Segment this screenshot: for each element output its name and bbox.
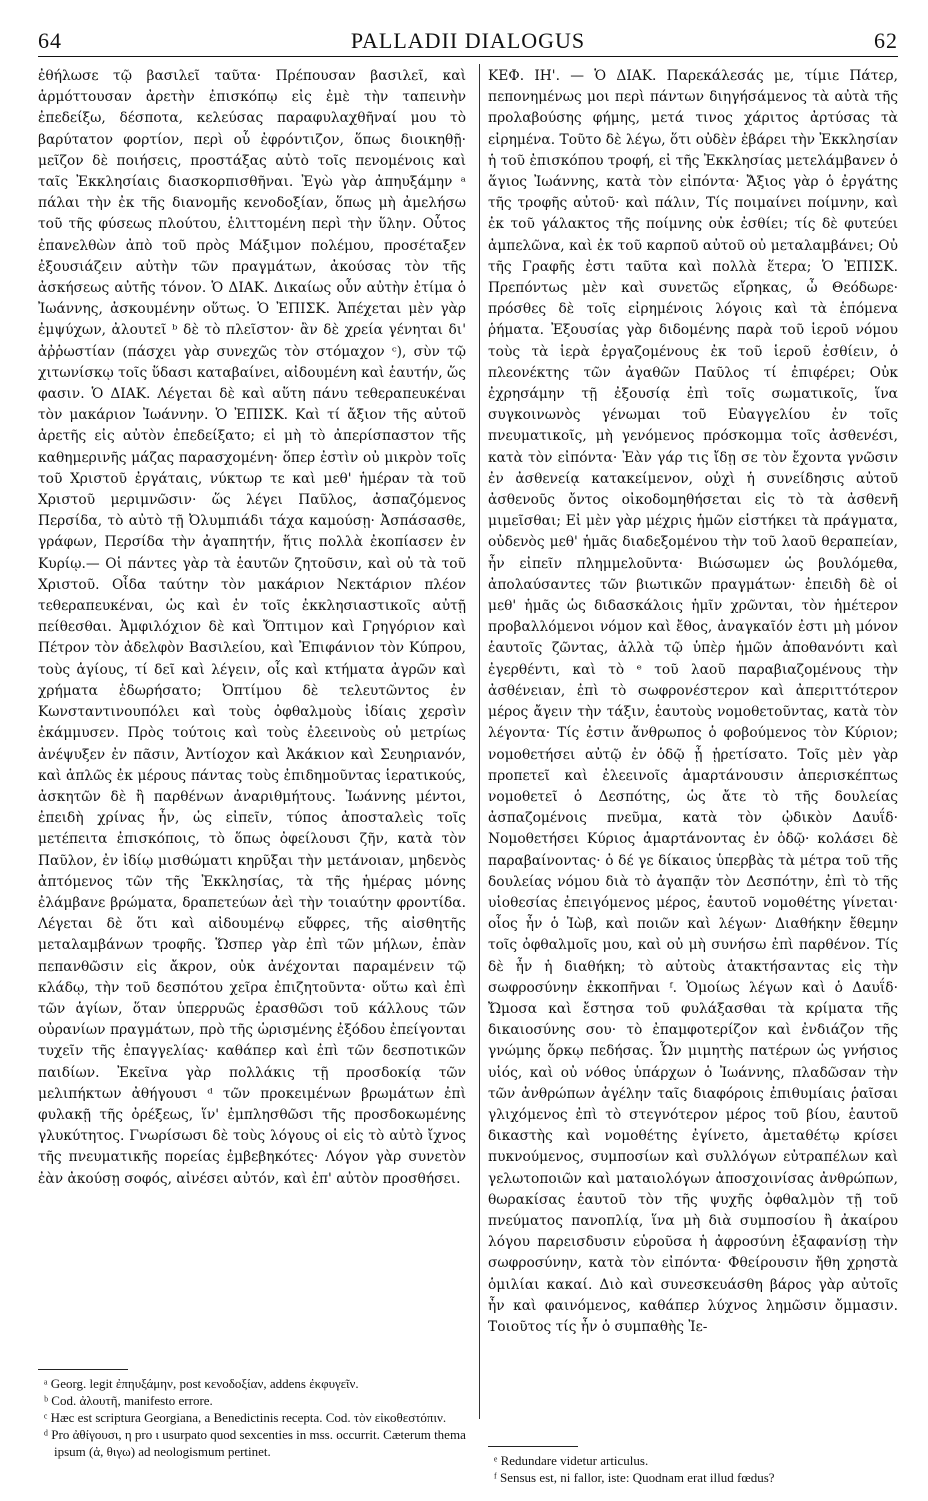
- left-column-text: ἐθήλωσε τῷ βασιλεῖ ταῦτα· Πρέπουσαν βασιλεῖ, καὶ ἁρμόττουσαν ἀρετὴν ἐπισκόπῳ εἰς ἐμὲ τὴν ταπεινὴν ἐπεδείξω, δέσποτα, κελεύσας παραφυλαχθῆναί μου τὸ βαρύτατον φορτίον, περὶ οὗ ἐφρόντιζον, ὅπως διοικηθῇ· μεῖζον δὲ ποιήσεις, προστάξας αὐτὸ τοῖς πενομένοις καὶ ταῖς Ἐκκλησίαις διασκορπισθῆναι. Ἐγὼ γὰρ ἀπηυξάμην ᵃ πάλαι τὴν ἐκ τῆς διανομῆς κενοδοξίαν, ὅπως μὴ ἀμελήσω τοῦ τῆς φύσεως πλούτου, ἑλιττομένη περὶ τὴν ὕλην. Οὗτος ἐπανελθὼν ἀπὸ τοῦ πρὸς Μάξιμον πολέμου, προσέταξεν ἐξουσιάζειν αὐτὴν τῶν πραγμάτων, ἀκούσας τὸν τῆς ἀσκήσεως αὐτῆς τόνον. Ὁ ΔΙΑΚ. Δικαίως οὖν αὐτὴν ἐτίμα ὁ Ἰωάννης, ἀσκουμένην οὕτως. Ὁ ἘΠΙΣΚ. Ἀπέχεται μὲν γὰρ ἐμψύχων, ἀλουτεῖ ᵇ δὲ τὸ πλεῖστον· ἂν δὲ χρεία γένηται δι' ἀῤῥωστίαν (πάσχει γὰρ συνεχῶς τὸν στόμαχον ᶜ), σὺν τῷ χιτωνίσκῳ τοῖς ὕδασι καταβαίνει, αἰδουμένη καὶ ἑαυτήν, ὥς φασιν. Ὁ ΔΙΑΚ. Λέγεται δὲ καὶ αὕτη πάνυ τεθεραπευκέναι τὸν μακάριον Ἰωάννην. Ὁ ἘΠΙΣΚ. Καὶ τί ἄξιον τῆς αὐτοῦ ἀρετῆς εἰς αὐτὸν ἐπεδείξατο; εἰ μὴ τὸ ἀπερίσπαστον τῆς καθημερινῆς μάζας παρασχομένη· ὅπερ ἐστὶν οὐ μικρὸν τοῖς τοῦ Χριστοῦ ἐργάταις, νύκτωρ τε καὶ μεθ' ἡμέραν τὰ τοῦ Χριστοῦ μεριμνῶσιν· ὥς λέγει Παῦλος, ἀσπαζόμενος Περσίδα, τὸ αὐτὸ τῇ Ὀλυμπιάδι τάχα καμούσῃ· Ἀσπάσασθε, γράφων, Περσίδα τὴν ἀγαπητήν, ἥτις πολλὰ ἐκοπίασεν ἐν Κυρίῳ.— Οἱ πάντες γὰρ τὰ ἑαυτῶν ζητοῦσιν, καὶ οὐ τὰ τοῦ Χριστοῦ. Οἶδα ταύτην τὸν μακάριον Νεκτάριον πλέον τεθεραπευκέναι, ὡς καὶ ἐν τοῖς ἐκκλησιαστικοῖς αὐτῇ πείθεσθαι. Ἀμφιλόχιον δὲ καὶ Ὄπτιμον καὶ Γρηγόριον καὶ Πέτρον τὸν ἀδελφὸν Βασιλείου, καὶ Ἐπιφάνιον τὸν Κύπρου, τοὺς ἁγίους, τί δεῖ καὶ λέγειν, οἷς καὶ κτήματα ἀγρῶν καὶ χρήματα ἐδωρήσατο; Ὀπτίμου δὲ τελευτῶντος ἐν Κωνσταντινουπόλει καὶ τοὺς ὀφθαλμοὺς ἰδίαις χερσὶν ἐκάμμυσεν. Πρὸς τούτοις καὶ τοὺς ἐλεεινοὺς οὐ μετρίως ἀνέψυξεν ἐν πᾶσιν, Ἀντίοχον καὶ Ἀκάκιον καὶ Σευηριανόν, καὶ ἁπλῶς ἐκ μέρους πάντας τοὺς ἐπιδημοῦντας ἱερατικούς, ἀσκητῶν δὲ ἢ παρθένων ἀναριθμήτους. Ἰωάννης μέντοι, ἐπειδὴ χρίνας ἦν, ὡς εἰπεῖν, τύπος ἀποσταλεὶς τοῖς μετέπειτα ἐπισκόποις, τὸ ὅπως ὀφείλουσι ζῆν, κατὰ τὸν Παῦλον, ἐν ἰδίῳ μισθώματι κηρῦξαι τὴν μετάνοιαν, μηδενὸς ἀπτόμενος τῶν τῆς Ἐκκλησίας, τὰ τῆς ἡμέρας μόνης ἐλάμβανε βρώματα, δραπετεύων ἀεὶ τὴν τοιαύτην φροντίδα. Λέγεται δὲ ὅτι καὶ αἰδουμένῳ εὔφρες, τῆς αἰσθητῆς μεταλαμβάνων τροφῆς. Ὥσπερ γὰρ ἐπὶ τῶν μήλων, ἐπὰν πεπανθῶσιν εἰς ἄκρον, οὐκ ἀνέχονται παραμένειν τῷ κλάδῳ, τὴν τοῦ δεσπότου χεῖρα ἐπιζητοῦντα· οὕτω καὶ ἐπὶ τῶν ἁγίων, ὅταν ὑπερρυῶς ἐρασθῶσι τοῦ κάλλους τῶν οὐρανίων πραγμάτων, πρὸ τῆς ὡρισμένης ἐξόδου ἐπείγονται τυχεῖν τῆς ἐπαγγελίας· καθάπερ καὶ ἐπὶ τῶν δεσποτικῶν παιδίων. Ἐκεῖνα γὰρ πολλάκις τῇ προσδοκίᾳ τῶν μελιπήκτων ἀθήγουσι ᵈ τῶν προκειμένων βρωμάτων ἐπὶ φυλακῇ τῆς ὀρέξεως, ἵν' ἐμπλησθῶσι τῆς προσδοκωμένης γλυκύτητος. Γνωρίσωσι δὲ τοὺς λόγους οἱ εἰς τὸ αὐτὸ ἴχνος τῆς πνευματικῆς πορείας ἐμβεβηκότες· Λόγον γὰρ συνετὸν ἐὰν ἀκούσῃ σοφός, αἰνέσει αὐτόν, καὶ ἐπ' αὐτὸν προσθήσει.: [38, 68, 466, 1187]
- footnotes-right: [488, 1452, 898, 1486]
- page-number-left: 64: [38, 28, 62, 53]
- footnote-b: ᵇ Cod. ἀλουτῆ, manifesto errore.: [44, 1393, 213, 1408]
- footnote-rule-right: [488, 1446, 578, 1447]
- footnotes-left: [38, 1375, 466, 1460]
- footnote-a: ᵃ Georg. legit ἐπηυξάμην, post κενοδοξίαν, addens ἐκφυγεῖν.: [44, 1376, 359, 1391]
- footnote-rule-left: [38, 1369, 128, 1370]
- footnote-e: ᵉ Redundare videtur articulus.: [494, 1453, 649, 1468]
- running-title: PALLADII DIALOGUS: [350, 28, 586, 53]
- right-column: [488, 66, 898, 1338]
- page-number-right: 62: [874, 28, 898, 53]
- left-column: [38, 66, 466, 1190]
- right-column-text: ΚΕΦ. ΙΗ'. — Ὁ ΔΙΑΚ. Παρεκάλεσάς με, τίμιε Πάτερ, πεπονημένως μοι περὶ πάντων διηγήσάμενος τὰ αὐτὰ τῆς προλαβούσης φήμης, μετά τινος χάριτος ἀρτύσας τὰ εἰρημένα. Τοῦτο δὲ λέγω, ὅτι οὐδὲν ἐβάρει τὴν Ἐκκλησίαν ἡ τοῦ ἐπισκόπου τροφή, εἰ τῆς Ἐκκλησίας μετελάμβανεν ὁ ἅγιος Ἰωάννης, κατὰ τὸν εἰπόντα· Ἄξιος γὰρ ὁ ἐργάτης τῆς τροφῆς αὐτοῦ· καὶ πάλιν, Τίς ποιμαίνει ποίμνην, καὶ ἐκ τοῦ γάλακτος τῆς ποίμνης οὐκ ἐσθίει; τίς δὲ φυτεύει ἀμπελῶνα, καὶ ἐκ τοῦ καρποῦ αὐτοῦ οὐ μεταλαμβάνει; Οὐ τῆς Γραφῆς ἐστι ταῦτα καὶ πολλὰ ἕτερα; Ὁ ἘΠΙΣΚ. Πρεπόντως μὲν καὶ συνετῶς εἴρηκας, ὦ Θεόδωρε· πρόσθες δὲ τοῖς εἰρημένοις λόγοις καὶ τὰ ἑπόμενα ῥήματα. Ἐξουσίας γὰρ διδομένης παρὰ τοῦ ἱεροῦ νόμου τοὺς τὰ ἱερὰ ἐργαζομένους ἐκ τοῦ ἱεροῦ ἐσθίειν, ὁ πλεονέκτης τῶν ἀγαθῶν Παῦλος τί ἐπιφέρει; Οὐκ ἐχρησάμην τῇ ἐξουσίᾳ ἐπὶ τοῖς σωματικοῖς, ἵνα συγκοινωνὸς γένωμαι τοῦ Εὐαγγελίου ἐν τοῖς πνευματικοῖς, μὴ γενόμενος πρόσκομμα τοῖς ἀσθενέσι, κατὰ τὸν εἰπόντα· Ἐὰν γάρ τις ἴδῃ σε τὸν ἔχοντα γνῶσιν ἐν ἀσθενείᾳ κατακείμενον, οὐχὶ ἡ συνείδησις αὐτοῦ ἀσθενοῦς ὄντος οἰκοδομηθήσεται εἰς τὸ τὰ ἀσθενῆ μιμεῖσθαι; Εἰ μὲν γὰρ μέχρις ἡμῶν εἱστήκει τὰ πράγματα, οὐδενὸς μεθ' ἡμᾶς διαδεξομένου τὴν τοῦ λαοῦ θεραπείαν, ἦν εἰπεῖν πλημμελοῦντα· Βιώσωμεν ὡς βουλόμεθα, ἀπολαύσαντες τῶν βιωτικῶν πραγμάτων· ἐπειδὴ δὲ οἱ μεθ' ἡμᾶς ὡς διδασκάλοις ἡμῖν χρῶνται, τὸν ἡμέτερον προβαλλόμενοι νόμον καὶ ἔθος, ἀναγκαῖόν ἐστι μὴ μόνον ἑαυτοῖς ζῶντας, ἀλλὰ τῷ ὑπὲρ ἡμῶν ἀποθανόντι καὶ ἐγερθέντι, καὶ τὸ ᵉ τοῦ λαοῦ παραβιαζομένους τὴν ἀσθένειαν, ἐπὶ τὸ σωφρονέστερον καὶ ἀπεριττότερον μέρος ἄγειν τὴν τάξιν, ἑαυτοὺς νομοθετοῦντας, κατὰ τὸν λέγοντα· Τίς ἐστιν ἄνθρωπος ὁ φοβούμενος τὸν Κύριον; νομοθετήσει αὐτῷ ἐν ὁδῷ ᾗ ᾑρετίσατο. Τοῖς μὲν γὰρ προπετεῖ καὶ ἐλεεινοῖς ἁμαρτάνουσιν ἀπερισκέπτως νομοθετεῖ ὁ Δεσπότης, ὡς ἄτε τὸ τῆς δουλείας ἀσπαζομένοις πνεῦμα, κατὰ τὸν ᾠδικὸν Δαυΐδ· Νομοθετήσει Κύριος ἁμαρτάνοντας ἐν ὁδῷ· κολάσει δὲ παραβαίνοντας· ὁ δέ γε δίκαιος ὑπερβὰς τὰ μέτρα τοῦ τῆς δουλείας νόμου διὰ τὸ ἀγαπᾷν τὸν Δεσπότην, ἐπὶ τὸ τῆς υἱοθεσίας ἐπειγόμενος μέρος, ἑαυτοῦ νομοθέτης γίνεται· οἷος ἦν ὁ Ἰὼβ, καὶ ποιῶν καὶ λέγων· Διαθήκην ἔθεμην τοῖς ὀφθαλμοῖς μου, καὶ οὐ μὴ συνήσω ἐπὶ παρθένον. Τίς δὲ ἦν ἡ διαθήκη; τὸ αὐτοὺς ἀτακτήσαντας εἰς τὴν σωφροσύνην ἐκκοπῆναι ᶠ. Ὁμοίως λέγων καὶ ὁ Δαυΐδ· Ὤμοσα καὶ ἔστησα τοῦ φυλάξασθαι τὰ κρίματα τῆς δικαιοσύνης σου· τὸ ἐπαμφοτερίζον καὶ ἐνδιάζον τῆς γνώμης ὅρκῳ πεδήσας. Ὧν μιμητὴς πατέρων ὡς γνήσιος υἱός, καὶ οὐ νόθος ὑπάρχων ὁ Ἰωάννης, πλαδῶσαν τὴν τῶν ἀνθρώπων ἀγέλην ταῖς διαφόροις ἐπιθυμίαις ῥαῖσαι γλιχόμενος ἐπὶ τὸ στεγνότερον μέρος τοῦ βίου, ἑαυτοῦ δικαστὴς καὶ νομοθέτης ἐγίνετο, ἀμεταθέτῳ κρίσει πυκνούμενος, συμποσίων καὶ συλλόγων εὐτραπέλων καὶ γελωτοποιῶν καὶ ματαιολόγων ἀποσχοινίσας ἀνθρώπων, θωρακίσας ἑαυτοῦ τὸν τῆς ψυχῆς ὀφθαλμὸν τῇ τοῦ πνεύματος πανοπλίᾳ, ἵνα μὴ διὰ συμποσίου ἢ ἀκαίρου λόγου παρεισδυσιν εὑροῦσα ἡ ἀφροσύνη ἐξαφανίσῃ τὴν σωφροσύνην, κατὰ τὸν εἰπόντα· Φθείρουσιν ἤθη χρηστὰ ὁμιλίαι κακαί. Διὸ καὶ συνεσκευάσθη βάρος γὰρ αὐτοῖς ἦν καὶ φαινόμενος, καθάπερ λύχνος λημῶσιν ὄμμασιν. Τοιοῦτος τίς ἦν ὁ συμπαθὴς Ἰε-: [488, 68, 898, 1335]
- footnote-f: ᶠ Sensus est, ni fallor, iste: Quodnam erat illud fœdus?: [494, 1470, 775, 1485]
- footnote-d: ᵈ Pro ἀθίγουσι, η pro ι usurpato quod sexcenties in mss. occurrit. Cæterum thema ipsum (ἀ, θιγω) ad neologismum pertinet.: [44, 1427, 466, 1459]
- running-header: [38, 28, 898, 54]
- footnote-c: ᶜ Hæc est scriptura Georgiana, a Benedictinis recepta. Cod. τὸν εἰκοθεστόπιν.: [44, 1410, 447, 1425]
- header-rule: [38, 56, 898, 57]
- column-divider: [479, 64, 480, 1419]
